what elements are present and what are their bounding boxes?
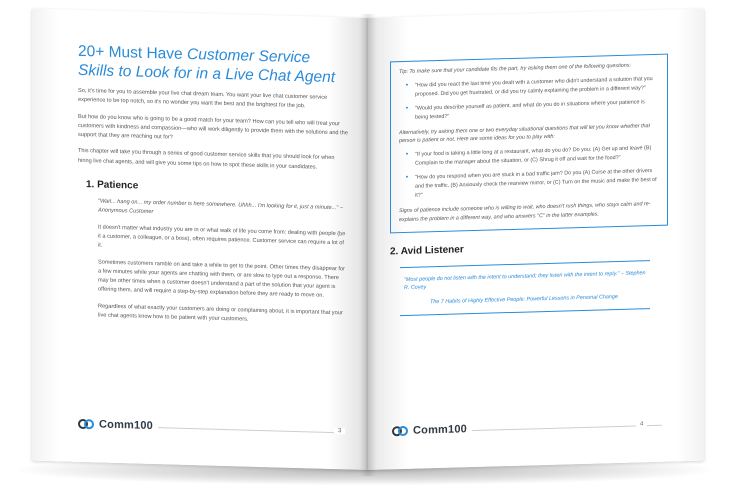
tip-bullet-text: "If your food is taking a little long at a restaurant, what do you do? Do you: (A) Get up and leave (B) Complain to the manager about the situation, or (C) Shrug it off and wait for the food?" [415, 145, 652, 167]
tip-box [390, 54, 668, 233]
tip-bullet-text: "How do you respond when you are stuck in a bad traffic jam? Do you (A) Curse at the other drivers and the traffic, (B) Anxiously check the rearview mirror, or (C) Turn on the music and make the best of it?" [415, 168, 657, 199]
bullet-icon: • [405, 81, 409, 89]
tip-bullet [399, 167, 659, 201]
page-footer [392, 421, 662, 437]
bullet-icon: • [405, 104, 409, 112]
logo-rings-icon [392, 425, 410, 438]
comm100-logo [78, 418, 158, 432]
page-footer [78, 418, 342, 435]
right-page-content [390, 54, 668, 317]
quote-box [400, 260, 650, 316]
book-gutter [360, 14, 376, 476]
intro-paragraph-3: This chapter will take you through a series of good customer service skills that you should look for when hiring live chat agents, and will give you some tips on how to spot these skills in your candidates. [78, 148, 335, 171]
page-number: 4 [636, 421, 647, 427]
section-heading-patience: 1. Patience [86, 179, 139, 192]
quote-text: "Most people do not listen with the intent to understand; they listen with the intent to reply." ~ Stephen R. Covey [404, 269, 646, 292]
page-number: 3 [334, 428, 345, 434]
title-italic: Customer Service Skills to Look for in a Live Chat Agent [78, 45, 336, 87]
tip-bullet [399, 98, 659, 123]
intro-paragraph-1: So, it's time for you to assemble your live chat dream team. You want your live chat customer service experience to be top notch, so it's no wonder you want the best and the brightest for the job. [78, 87, 328, 110]
logo-text: Comm100 [413, 423, 467, 437]
left-page-content [78, 42, 348, 328]
section-heading-avid-listener: 2. Avid Listener [390, 244, 464, 258]
logo-text: Comm100 [99, 418, 153, 432]
logo-rings-icon [78, 418, 96, 431]
right-page [368, 9, 704, 470]
quote-source: The 7 Habits of Highly Effective People: Powerful Lessons in Personal Change [430, 293, 618, 305]
footer-divider [392, 421, 662, 437]
tip-middle: Alternatively, try asking them one or two everyday situational questions that will let you know whether that person is patient or not. Here are some ideas for you to play with: [399, 122, 650, 145]
tip-bullet [399, 75, 659, 100]
title-plain: 20+ Must Have [78, 42, 183, 63]
tip-bullet [399, 144, 659, 169]
section-paragraph-3: Regardless of what exactly your customers are doing or complaining about, it is important that your live chat agents know how to be patient with your customers. [98, 303, 343, 323]
bullet-icon: • [405, 174, 409, 182]
bullet-icon: • [405, 151, 409, 159]
intro-paragraph-2: But how do you know who is going to be a good match for your team? How can you tell who will treat your customers with kindness and compassion—who will work diligently to provide them with the solutions and the support that they are reaching out for? [78, 113, 348, 141]
left-page [32, 9, 368, 470]
section-quote: "Wait... hang on... my order number is here somewhere. Uhhh... I'm looking for it, just a minute..." ~ Anonymous Customer [98, 198, 344, 216]
comm100-logo [392, 423, 472, 437]
page-title [78, 42, 348, 88]
tip-bullet-text: "Would you describe yourself as patient, and what do you do in situations where your patience is being tested?" [415, 98, 645, 121]
section-paragraph-1: It doesn't matter what industry you are in or what walk of life you come from: dealing with people (be it a customer, a colleague, or a boss), often requires patience. Customer service can require a lot of it. [98, 224, 346, 249]
section-paragraph-2: Sometimes customers ramble on and take a while to get to the point. Other times they disappear for a few minutes while your agents are chatting with them, or are slow to type out a response. There may be other times when a customer doesn't understand a part of the solution that your agent is offering them, and will require a step-by-step explanation before they are ready to move on. [98, 259, 345, 300]
tip-bullet-text: "How did you react the last time you dealt with a customer who didn't understand a solution that you proposed. Did you get frustrated, or did you try calmly explaining the problem in a different way?" [415, 75, 653, 98]
tip-intro: Tip: To make sure that your candidate fits the part, try asking them one of the following questions: [399, 62, 631, 76]
tip-closing: Signs of patience include someone who is willing to wait, who doesn't rush things, who stays calm and re-explains the problem in a different way, and who answers "C" in the latter examples. [399, 200, 651, 223]
footer-divider [78, 418, 342, 435]
